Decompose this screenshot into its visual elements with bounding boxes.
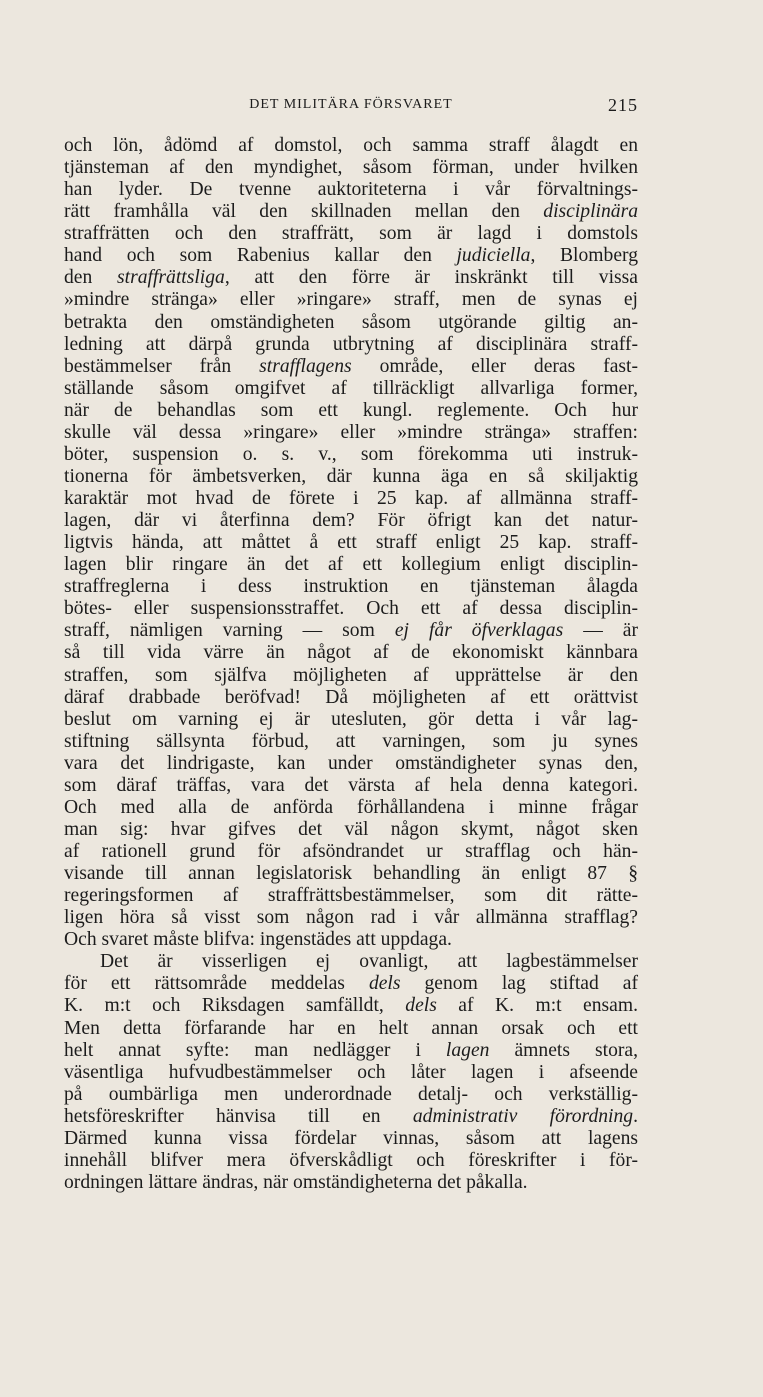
emphasized-text: lagen bbox=[445, 1039, 490, 1061]
text-segment: hetsföreskrifter hänvisa till en bbox=[64, 1105, 413, 1127]
text-line bbox=[64, 576, 638, 598]
emphasized-text: dels bbox=[368, 973, 401, 995]
text-line bbox=[64, 1128, 638, 1150]
text-line bbox=[64, 267, 638, 289]
text-segment: som däraf träffas, vara det värsta af hela denna kategori. bbox=[64, 774, 638, 796]
text-segment: tjänsteman af den myndighet, såsom förman, under hvilken bbox=[64, 157, 638, 179]
text-segment: så till vida värre än något af de ekonomiskt kännbara bbox=[64, 642, 638, 664]
text-segment: och lön, ådömd af domstol, och samma straff ålagdt en bbox=[64, 135, 638, 156]
text-segment: böter, suspension o. s. v., som förekomma uti instruk- bbox=[64, 443, 638, 465]
text-line bbox=[64, 598, 638, 620]
text-line bbox=[64, 334, 638, 356]
text-segment: , Blomberg bbox=[530, 245, 638, 267]
text-segment: stiftning sällsynta förbud, att varningen, som ju synes bbox=[64, 730, 638, 752]
text-segment: »mindre stränga» eller »ringare» straff, men de synas ej bbox=[64, 289, 638, 311]
text-segment: man sig: hvar gifves det väl någon skymt, något sken bbox=[64, 818, 638, 840]
emphasized-text: administrativ förordning bbox=[412, 1105, 634, 1127]
emphasized-text: dels bbox=[405, 995, 437, 1017]
text-line bbox=[64, 444, 638, 466]
text-segment: när de behandlas som ett kungl. reglemente. Och hur bbox=[64, 399, 638, 421]
text-line bbox=[64, 731, 638, 753]
text-segment: betrakta den omständigheten såsom utgörande giltig an- bbox=[64, 311, 638, 333]
text-segment: hand och som Rabenius kallar den bbox=[64, 245, 457, 267]
page-number: 215 bbox=[608, 95, 638, 115]
running-title: DET MILITÄRA FÖRSVARET bbox=[249, 97, 453, 112]
text-line bbox=[64, 620, 638, 642]
text-line bbox=[64, 245, 638, 267]
text-segment: — är bbox=[563, 620, 638, 642]
text-segment: lagen, där vi återfinna dem? För öfrigt kan det natur- bbox=[64, 510, 638, 532]
text-line bbox=[64, 863, 638, 885]
text-segment: Därmed kunna vissa fördelar vinnas, såsom att lagens bbox=[64, 1127, 638, 1149]
text-segment: ligen höra så visst som någon rad i vår allmänna strafflag? bbox=[64, 907, 638, 929]
text-line bbox=[64, 885, 638, 907]
text-segment: lagen blir ringare än det af ett kollegium enligt disciplin- bbox=[64, 554, 638, 576]
text-segment: bestämmelser från bbox=[64, 355, 260, 377]
text-line bbox=[64, 951, 638, 973]
text-segment: straffreglerna i dess instruktion en tjänsteman ålagda bbox=[64, 576, 638, 598]
text-segment: visande till annan legislatorisk behandling än enligt 87 § bbox=[64, 863, 638, 885]
text-segment: , att den förre är inskränkt till vissa bbox=[224, 267, 638, 289]
text-line bbox=[64, 510, 638, 532]
text-segment: Och med alla de anförda förhållandena i minne frågar bbox=[64, 796, 638, 818]
text-segment: af rationell grund för afsöndrandet ur strafflag och hän- bbox=[64, 841, 638, 862]
text-line bbox=[64, 1172, 638, 1194]
text-line bbox=[64, 1084, 638, 1106]
text-segment: Men detta förfarande har en helt annan orsak och ett bbox=[64, 1017, 638, 1039]
text-line bbox=[64, 775, 638, 797]
emphasized-text: ej får öfverklagas bbox=[394, 620, 564, 642]
text-segment: straffen, som själfva möjligheten af upprättelse är den bbox=[64, 664, 638, 686]
text-line bbox=[64, 819, 638, 841]
text-segment: på oumbärliga men underordnade detalj- och verkställig- bbox=[64, 1083, 638, 1105]
text-segment: den bbox=[64, 267, 118, 289]
text-line bbox=[64, 1040, 638, 1062]
text-line bbox=[64, 179, 638, 201]
emphasized-text: judiciella bbox=[456, 245, 531, 267]
text-line bbox=[64, 488, 638, 510]
text-line bbox=[64, 312, 638, 334]
text-segment: K. m:t och Riksdagen samfälldt, bbox=[64, 995, 406, 1017]
text-line bbox=[64, 929, 638, 951]
text-segment: ledning att därpå grunda utbrytning af disciplinära straff- bbox=[64, 333, 638, 355]
running-head bbox=[64, 97, 638, 119]
text-line bbox=[64, 642, 638, 664]
text-segment: ligtvis hända, att måttet å ett straff enligt 25 kap. straff- bbox=[64, 532, 638, 554]
text-line bbox=[64, 1106, 638, 1128]
text-line bbox=[64, 907, 638, 929]
text-line bbox=[64, 289, 638, 311]
text-line bbox=[64, 1062, 638, 1084]
text-line bbox=[64, 1150, 638, 1172]
emphasized-text: strafflagens bbox=[259, 355, 352, 377]
text-line bbox=[64, 378, 638, 400]
text-line bbox=[64, 356, 638, 378]
text-line bbox=[64, 1018, 638, 1040]
text-segment: ämnets stora, bbox=[489, 1039, 638, 1061]
emphasized-text: disciplinära bbox=[543, 201, 638, 223]
text-segment: bötes- eller suspensionsstraffet. Och ett af dessa disciplin- bbox=[64, 598, 638, 620]
text-segment: ordningen lättare ändras, när omständigheterna det påkalla. bbox=[64, 1171, 528, 1193]
text-segment: Och svaret måste blifva: ingenstädes att uppdaga. bbox=[64, 929, 452, 951]
text-segment: för ett rättsområde meddelas bbox=[64, 973, 369, 995]
text-line bbox=[64, 157, 638, 179]
emphasized-text: straffrättsliga bbox=[117, 267, 225, 289]
text-segment: . bbox=[633, 1105, 638, 1127]
text-line bbox=[64, 532, 638, 554]
text-segment: däraf drabbade beröfvad! Då möjligheten af ett orättvist bbox=[64, 686, 638, 708]
text-segment: straffrätten och den straffrätt, som är lagd i domstols bbox=[64, 223, 638, 245]
text-segment: beslut om varning ej är utesluten, gör detta i vår lag- bbox=[64, 708, 638, 730]
text-segment: vara det lindrigaste, kan under omständigheter synas den, bbox=[64, 752, 638, 774]
text-line bbox=[64, 223, 638, 245]
text-line bbox=[64, 400, 638, 422]
text-segment: område, eller deras fast- bbox=[351, 355, 638, 377]
text-segment: ställande såsom omgifvet af tillräckligt allvarliga former, bbox=[64, 377, 638, 399]
text-segment: helt annat syfte: man nedlägger i bbox=[64, 1039, 446, 1061]
text-line bbox=[64, 709, 638, 731]
text-line bbox=[64, 135, 638, 157]
text-segment: genom lag stiftad af bbox=[400, 973, 638, 995]
body-text bbox=[64, 135, 638, 1194]
text-line bbox=[64, 201, 638, 223]
text-segment: Det är visserligen ej ovanligt, att lagbestämmelser bbox=[100, 951, 638, 973]
text-line bbox=[64, 841, 638, 863]
text-segment: innehåll blifver mera öfverskådligt och föreskrifter i för- bbox=[64, 1149, 638, 1171]
text-line bbox=[64, 973, 638, 995]
text-line bbox=[64, 753, 638, 775]
text-line bbox=[64, 797, 638, 819]
text-segment: väsentliga hufvudbestämmelser och låter lagen i afseende bbox=[64, 1061, 638, 1083]
text-segment: rätt framhålla väl den skillnaden mellan den bbox=[64, 201, 544, 223]
text-segment: regeringsformen af straffrättsbestämmelser, som dit rätte- bbox=[64, 885, 638, 907]
text-line bbox=[64, 466, 638, 488]
text-segment: han lyder. De tvenne auktoriteterna i vår förvaltnings- bbox=[64, 179, 638, 201]
text-segment: straff, nämligen varning — som bbox=[64, 620, 395, 642]
text-line bbox=[64, 687, 638, 709]
text-segment: skulle väl dessa »ringare» eller »mindre stränga» straffen: bbox=[64, 421, 638, 443]
text-line bbox=[64, 422, 638, 444]
text-line bbox=[64, 665, 638, 687]
text-segment: tionerna för ämbetsverken, där kunna äga en så skiljaktig bbox=[64, 465, 638, 487]
text-segment: af K. m:t ensam. bbox=[436, 995, 638, 1017]
text-line bbox=[64, 554, 638, 576]
text-line bbox=[64, 995, 638, 1017]
text-segment: karaktär mot hvad de förete i 25 kap. af allmänna straff- bbox=[64, 488, 638, 509]
